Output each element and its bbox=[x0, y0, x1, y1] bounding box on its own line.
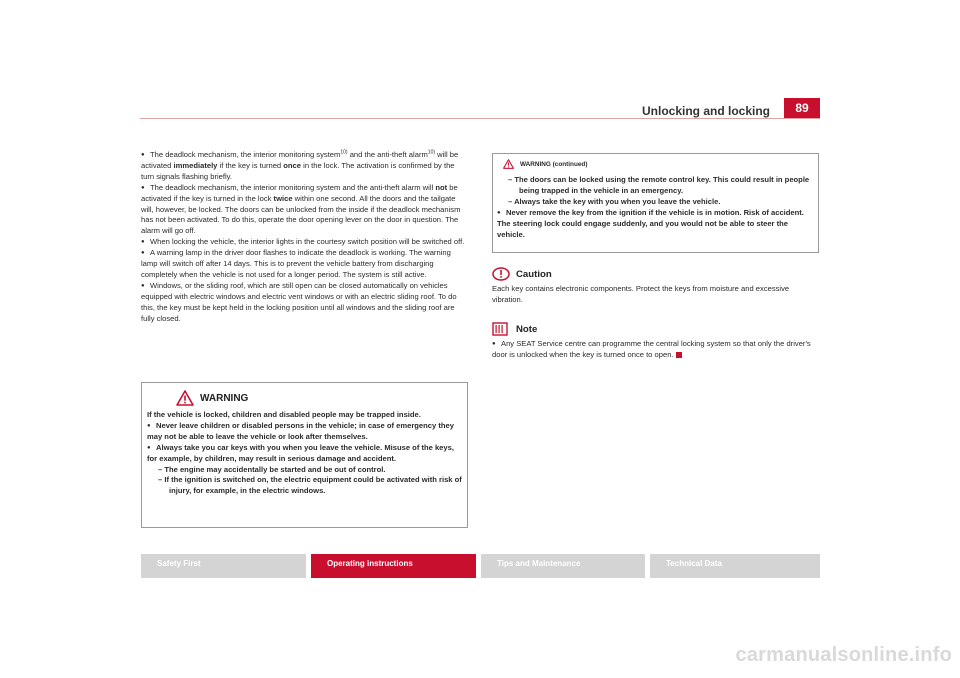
warning-bullet: ● Never remove the key from the ignition if the vehicle is in motion. Risk of accident. The steering lock could engage suddenly, and you would not be able to steer the vehicle. bbox=[497, 207, 804, 239]
warning-bullet: ● Never leave children or disabled persons in the vehicle; in case of emergency they may not be able to leave the vehicle or look after themselves. bbox=[147, 420, 454, 441]
footnote-ref: 10) bbox=[427, 149, 436, 156]
page-number: 89 bbox=[784, 98, 820, 118]
paragraph-deadlock-once: ● The deadlock mechanism, the interior monitoring system$^{10)}$ and the anti-theft alarm$^{10)}$ will be activated immediately if the key is turned once in the lock. The activation is confirmed by the turn signals flashing briefly. bbox=[141, 149, 459, 181]
paragraph-warning-lamp: ● A warning lamp in the driver door flashes to indicate the deadlock is working. The warning lamp will switch off after 14 days. This is to prevent the vehicle battery from discharging completely when the vehicle is not used for a longer period. The system is still active. bbox=[141, 248, 451, 279]
warning-continued-box bbox=[492, 153, 819, 253]
warning-triangle-icon bbox=[176, 390, 194, 406]
end-of-section-icon bbox=[676, 352, 682, 358]
caution-title: Caution bbox=[516, 269, 552, 281]
warning-body bbox=[147, 410, 462, 497]
note-title: Note bbox=[516, 324, 538, 336]
warning-intro: If the vehicle is locked, children and disabled people may be trapped inside. bbox=[147, 410, 421, 419]
footer-tab-tips-maintenance[interactable]: Tips and Maintenance bbox=[481, 554, 645, 578]
warning-dash-item: – If the ignition is switched on, the electric equipment could be activated with risk of injury, for example, in the electric windows. bbox=[158, 475, 462, 496]
paragraph-windows: ● Windows, or the sliding roof, which are still open can be closed automatically on vehicles equipped with electric windows and electric vent windows or with an electric sliding roof. To do this, the key must be kept held in the locking position until all windows and the sliding roof are fully closed. bbox=[141, 280, 457, 323]
warning-continued-body bbox=[497, 175, 814, 240]
note-text: ● Any SEAT Service centre can programme the central locking system so that only the driver's door is unlocked when the key is turned once to open. bbox=[492, 339, 811, 359]
note-icon bbox=[492, 322, 510, 336]
page-header-title: Unlocking and locking bbox=[641, 104, 770, 118]
footer-tab-operating-instructions[interactable]: Operating instructions bbox=[311, 554, 476, 578]
warning-title: WARNING bbox=[200, 392, 249, 404]
bullet-icon: ● bbox=[497, 209, 501, 216]
bullet-icon: ● bbox=[492, 341, 496, 347]
warning-triangle-icon bbox=[503, 159, 514, 169]
bullet-icon: ● bbox=[147, 444, 151, 451]
caution-section bbox=[492, 263, 819, 306]
bullet-icon: ● bbox=[141, 282, 145, 289]
bullet-icon: ● bbox=[141, 184, 145, 191]
warning-box bbox=[141, 382, 468, 528]
bullet-icon: ● bbox=[141, 250, 145, 257]
caution-text: Each key contains electronic components. Protect the keys from moisture and excessive vibration. bbox=[492, 284, 790, 304]
warning-dash-item: – The engine may accidentally be started and be out of control. bbox=[158, 464, 386, 474]
warning-header bbox=[176, 387, 462, 409]
footer-tab-technical-data[interactable]: Technical Data bbox=[650, 554, 820, 578]
warning-dash-item: – The doors can be locked using the remote control key. This could result in people being trapped in the vehicle in an emergency. bbox=[508, 175, 810, 195]
bullet-icon: ● bbox=[147, 422, 151, 429]
header-rule bbox=[140, 118, 820, 119]
caution-header bbox=[492, 263, 819, 281]
footer-tab-safety-first[interactable]: Safety First bbox=[141, 554, 306, 578]
left-column bbox=[141, 150, 468, 325]
paragraph-interior-lights: ● When locking the vehicle, the interior lights in the courtesy switch position will be switched off. bbox=[141, 237, 465, 247]
watermark: carmanualsonline.info bbox=[735, 644, 952, 666]
bullet-icon: ● bbox=[141, 239, 145, 246]
warning-continued-title: WARNING (continued) bbox=[520, 160, 588, 168]
warning-continued-header bbox=[503, 157, 814, 171]
warning-bullet: ● Always take you car keys with you when you leave the vehicle. Misuse of the keys, for example, by children, may result in serious damage and accident. bbox=[147, 442, 454, 463]
note-section bbox=[492, 318, 819, 361]
note-header bbox=[492, 318, 819, 336]
warning-dash-item: – Always take the key with you when you leave the vehicle. bbox=[508, 196, 721, 206]
paragraph-deadlock-twice: ● The deadlock mechanism, the interior monitoring system and the anti-theft alarm will not be activated if the key is turned in the lock twice within one second. All the doors and the tailgate will, however, be locked. The doors can be unlocked from the inside if the deadlock mechanism has not been activated. To do this, operate the door opening lever on the door in question. The alarm will go off. bbox=[141, 182, 461, 236]
bullet-icon: ● bbox=[141, 152, 145, 158]
caution-exclamation-icon bbox=[492, 267, 510, 281]
footnote-ref: 10) bbox=[340, 149, 348, 156]
